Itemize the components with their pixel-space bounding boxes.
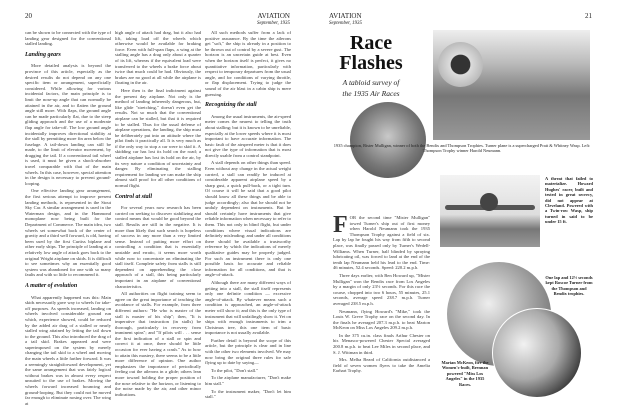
paragraph: Three days earlier, with Ben Howard up, "Mister Mulligan" won the Bendix race from Los Angeles by a margin of only 23½ seconds. For this race the course, chopped into two 6 hours, 55 minutes, 25.1 seconds, average speed 238.7 m.p.h. Turner averaged 238.5 m.p.h. (333, 272, 430, 306)
running-head-date: September, 1935 (329, 21, 363, 26)
mckeon-photo (492, 308, 582, 398)
paragraph: Mrs. Melba Beard of California outdistanced a field of seven women flyers to take the Amelia Earhart Trophy. (333, 357, 430, 374)
article-subtitle (335, 77, 407, 99)
running-head-title: AVIATION (329, 12, 362, 20)
article-column-3 (205, 30, 291, 415)
paragraph: Here then is the final indictment against the present day airplane. Not only is the method of landing inherently dangerous, but, like glide "stretching," doesn't even get the results. Not so much that the conventional airplane can be stalled, but that it is required to be stalled. Thus for the usual defense of airplane operations, the landing, the ship must be deliberately put into an attitude where the pilot finds it practically all. It is very much as if the only way to stop a car were to skid it. A skidding car has lost its hold on the road; a stalled airplane has lost its hold on the air, by its very nature a condition of uncertainty and danger. By eliminating the stalling requirement for landing we can make the ship almost stall proof for all other conditions of normal flight. (115, 87, 201, 189)
race-article (333, 215, 430, 415)
paragraph: In the 375 cu.in. class finals Arthur Chester on his Menasco-powered Chester Special averaged 200.8 m.p.h. to beat Lee Miles in second place, and S. J. Wittman in third. (333, 332, 430, 355)
paragraph: What apparently happened was this: Main skids necessarily gave way to wheels for take-off purposes. As speeds increased, landing on wheels involved considerable ground run which, experience showed, could be reduced by the added air drag of a stalled or nearly stalled wing attained by letting the tail down to the ground. This also introduced the drag of a tail skid. Brakes appeared and were superimposed on the system by merely changing the tail skid to a wheel and moving the main wheels a little farther forward. It was a seemingly straightforward development, yet the same arrangement that was fairly logical without brakes was in almost every respect unsuited to the use of brakes. Moving the wheels forward increased bouncing and ground-looping. But they could not be moved far enough to eliminate nosing over. The wing at (25, 294, 111, 406)
title-line: Race (349, 32, 393, 54)
title-line: Flashes (339, 52, 403, 74)
paragraph: More detailed analysis is beyond the province of this article, especially as the desired results do not depend on any one specific item or arrangement, superficially considered. While allowing for various incidental factors, the main principle is to limit the nose-up angle that can normally be attained in the air, and to flatten the ground angle still more. With flaps, the ground angle can be made particularly flat, due to the steep gliding approach and the use of a moderate flap angle for take-off. The low ground angle incidentally improves directional stability at the stall by permitting more fin area below the fuselage. A tail-down landing can still be made, to the limit of elevator movement, by dragging the tail. If a conventional tail wheel is used, it must be given a shock-absorber travel comparable with that of the main wheels. In this case, however, special attention in the design is necessary to prevent ground-looping. (25, 63, 111, 186)
paragraph: All such methods suffer from a lack of positive assurance. By the time the ailerons get "soft," the ship is already in a position to be thrown out of control by a severe gust. The horizon is an uncertain guide at best. Even when the horizon itself is perfect, it gives no quantitative information, particularly with respect to temporary departures from the usual angle, and for conditions of varying throttle, or flap displacement. Trying to judge the sound of the air blast in a cabin ship is mere guessing. (205, 30, 291, 97)
paragraph: high angle of attack had drag, but it also had lift, taking load off the wheels which otherwise would be available for braking force. Even with full-span flaps, a wing at the stalling angle has a drag only about a quarter of its lift, whereas if the equivalent load were transferred to the wheels a brake force about twice that much could be had. Obviously, the brakes are no good at all while the airplane is floating in the air. (115, 30, 201, 86)
running-head-right (329, 13, 399, 27)
section-heading: Control at stall (115, 193, 153, 200)
paragraph: Although there are many different ways of getting into a stall, the stall itself represents only one definite condition — excessive angle-of-attack. By whatever means such a condition is approached, an angle-of-attack meter will show it; and this is the only type of instrument that will unfailingly show it. Yet on ships with enough instruments to trim a Christmas tree, this one item of basic importance is not usually available. (205, 279, 291, 336)
running-head-date: September, 1935 (256, 21, 290, 26)
race-plane-photo (433, 30, 590, 140)
paragraph: To the instrument maker, "Don't let him stall." (205, 388, 291, 400)
paragraph: can be shown to be connected with the type of landing gear designed for the conventional stalled landing. (25, 30, 111, 47)
paragraph: All authorities on flight training seem to agree on the great importance of teaching the avoidance of stalls. For example, from three different authors: "He who is master of the stall is master of his ship"; then, "It is imperative that instruction (in stalls) be thorough, particularly in recovery from imminent spins"; and "If pilots will . . . sense the first indication of a stall or spin and correct it at once, there should be little occasion for ever having a crash." As to how to attain this mastery, there seems to be a little more difference of opinion. One author emphasizes the importance of periodically feeling out the ailerons in a glide; others lean more toward holding the proper position of the nose relative to the horizon, or listening to the noise made by the air, and other minor indications. (115, 291, 201, 397)
section-heading: A matter of evolution (25, 282, 78, 289)
subtitle-line: A tabloid survey of (342, 78, 400, 87)
portrait-photo-neumann (350, 102, 426, 178)
hughes-caption: A threat that failed to materialize. Howard Hughes' racer, built and tested in great secrecy, did not appear at Cleveland. Powered with a Twin-row Wasp, ship turned in said to be under 15 ft. (545, 176, 593, 225)
paragraph: Further detail is beyond the scope of this article, but the principle is clear and in line with the other two elements involved. We may now bring the original three rules for safe flying up to date by saying— (205, 337, 291, 366)
page-number-right: 21 (585, 12, 592, 20)
paragraph: OR the second time "Mister Mulligan" towed Turner's ship out of first money when Harold Neumann took the 1935 Thompson Trophy against a field of six. Lap by lap he fought his way from fifth to second place, was finally passed only by Turner's Wedell-Williams. When Turner, half blinded by spraying lubricating oil, was forced to land at the end of the tenth lap Neumann held his lead to the end. Time: 46 minutes, 52.4 seconds. Speed: 220.2 m.p.h. (333, 215, 430, 271)
section-heading: Landing gears (25, 51, 61, 58)
mckeon-caption: Marian McKeon, fire the Women's-built, Brennan powered "Miss Los Angeles" in the 1935 Races. (441, 360, 489, 387)
article-title (328, 33, 414, 73)
paragraph: To the pilot, "Don't stall." (211, 367, 259, 373)
paragraph: Among the usual instruments, the air-speed meter comes the nearest to telling the truth about stalling; but it is known to be unreliable, especially at the lower speeds where it is most important to have accurate information. The basic fault of the airspeed meter is that it does not give the type of information that is most directly usable from a control standpoint. (205, 113, 291, 158)
running-head-left (220, 13, 290, 27)
paragraph: Neumann, flying Howard's "Mike," took the Louis W. Greve Trophy race on the second day. In the finals he averaged 207.3 m.p.h. to beat Marion McKeon on Miss Los Angeles 209.2 m.p.h. (333, 308, 430, 331)
subtitle-line: the 1935 Air Races (342, 89, 400, 98)
running-head-title: AVIATION (257, 12, 290, 20)
paragraph: A stall depends on other things than speed. Even without any change in the actual weight carried, a stall can readily be induced at considerable apparent airplane speed by a sharp gust, a quick pull-back, or a tight turn. Of course it will be said that a good pilot should know all these things and be able to judge accordingly; also that he should not be unduly dependent on instruments. But he should certainly have instruments that give reliable information when necessary to refer to them. This not only in blind flight, but under conditions where visual indications are definitely misleading; and under all conditions there should be available a trustworthy reference by which the indications of merely qualitative guides may be properly judged. For such an instrument there is only one possible basis for accurate and reliable information for all conditions, and that is angle-of-attack. (205, 160, 291, 278)
engine-cowling (438, 42, 483, 87)
plane-nose (480, 193, 498, 211)
article-column-2 (115, 30, 201, 415)
section-heading: Recognizing the stall (205, 102, 257, 109)
page-number-left: 20 (25, 12, 32, 20)
paragraph: One effective landing gear arrangement, the first serious attempt to improve present landing methods, is represented in the Stout Sky Car. A similar arrangement is used in the Waterman design, and in the Hammond monoplane now being built for the Department of Commerce. The main idea, two wheels set somewhat back of the center of gravity and a third well forward, is old, having been used by the first Curtiss biplane and other early ships. The principle of landing at a relatively low angle of attack goes back to the original Wright airplane on skids. It is difficult to see sometimes why an essentially good system was abandoned for one with so many faults and with so little to recommend it. (25, 188, 111, 278)
paragraph: To the airplane manufacturer, "Don't make him stall." (205, 375, 291, 387)
article-column-1 (25, 30, 111, 415)
hughes-racer-photo (440, 175, 540, 247)
main-photo-caption: 1935 champion, Rister Mulligan, winner of both the Bendix and Thompson Trophies. Turner plane is a supercharged Pratt & Whitney Wasp. Left: Thompson Trophy winner Harold Neumann. (333, 143, 591, 154)
paragraph: For several years now research has been carried on seeking to discover stabilizing and control means that would be good beyond the stall. Results are still in the negative. It is more than likely that such search is hopeless of success in any more than a very limited sense. Instead of putting more effort on controlling a condition that is essentially unstable and erratic, it seems more worth while now to concentrate on eliminating the stall itself. Complete safety from stalls is still dependent on apprehending the close approach of a stall, this being particularly important in an airplane of conventional characteristics. (115, 205, 201, 289)
drop-cap: F (333, 215, 348, 238)
turner-caption: One lap and 12½ seconds kept Roscoe Turner from the Thompson and Bendix trophies. (545, 275, 593, 297)
